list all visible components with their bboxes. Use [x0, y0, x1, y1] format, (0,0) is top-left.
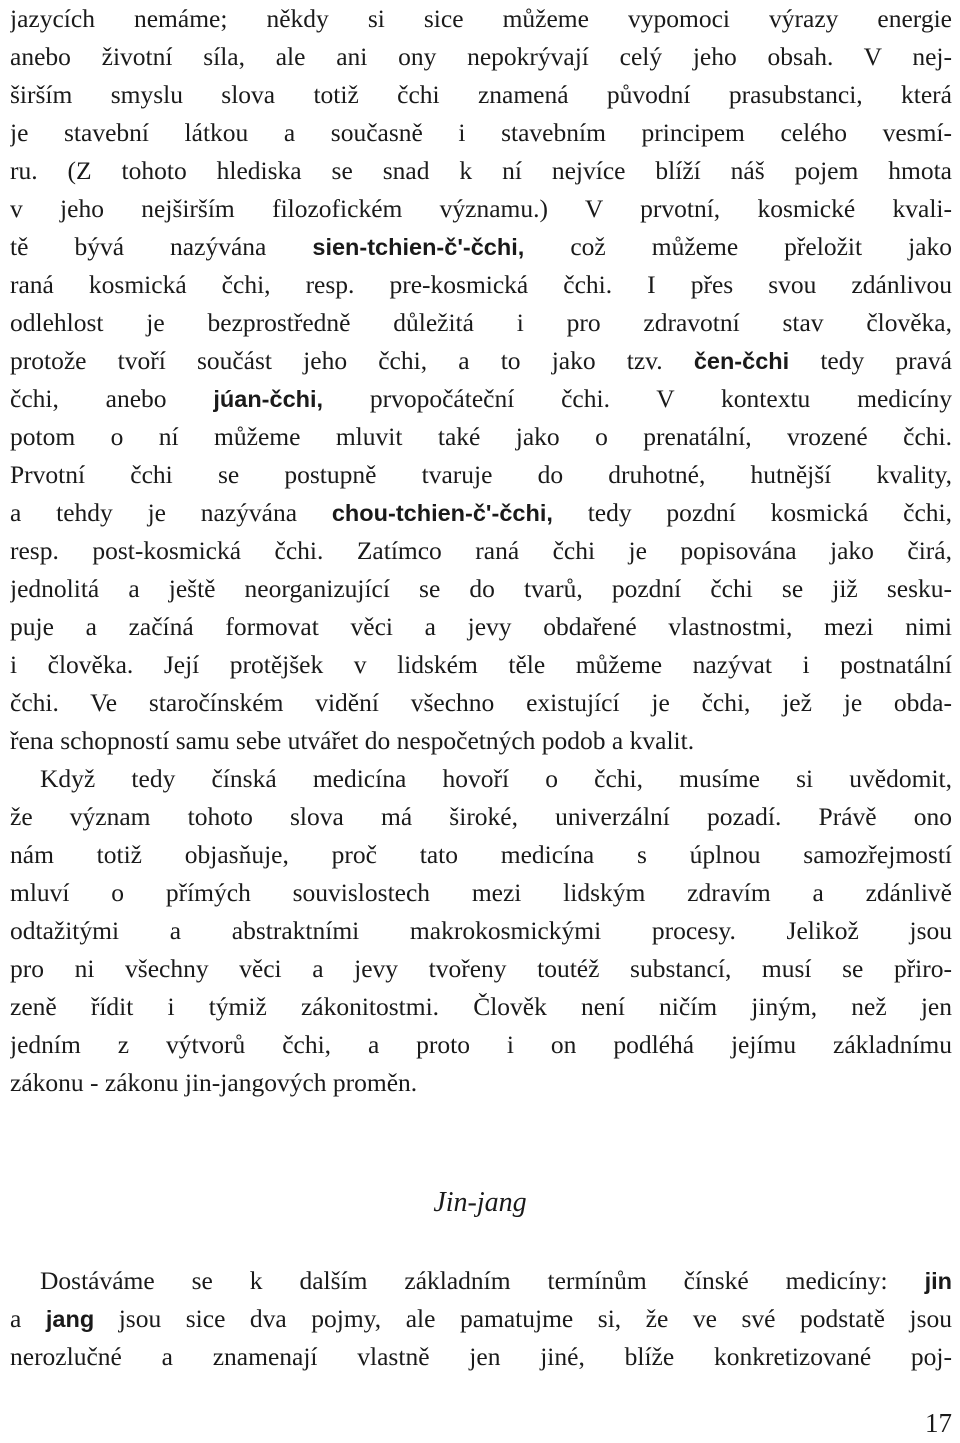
text-line: je stavební látkou a současně i stavebním principem celého vesmí- [10, 118, 952, 147]
term-bold: sien-tchien-č'-čchi, [312, 234, 525, 260]
text-line: širším smyslu slova totiž čchi znamená původní prasubstanci, která [10, 80, 952, 109]
text-line: Dostáváme se k dalším základním termínům čínské medicíny: jin [40, 1266, 952, 1295]
term-bold: chou-tchien-č'-čchi, [331, 500, 553, 526]
text-line: zákonu - zákonu jin-jangových proměn. [10, 1068, 418, 1097]
text-line: čchi, anebo júan-čchi, prvopočáteční čchi. V kontextu medicíny [10, 384, 952, 413]
term-bold: čen-čchi [693, 348, 790, 374]
text-line: raná kosmická čchi, resp. pre-kosmická čchi. I přes svou zdánlivou [10, 270, 952, 299]
text-line: anebo životní síla, ale ani ony nepokrývají celý jeho obsah. V nej- [10, 42, 952, 71]
text-line: ru. (Z tohoto hlediska se snad k ní nejvíce blíží náš pojem hmota [10, 156, 952, 185]
term-bold: júan-čchi, [213, 386, 324, 412]
text-line: jedním z výtvorů čchi, a proto i on podléhá jejímu základnímu [10, 1030, 952, 1059]
text-line: pro ni všechny věci a jevy tvořeny toutéž substancí, musí se přiro- [10, 954, 952, 983]
text-line: mluví o přímých souvislostech mezi lidským zdravím a zdánlivě [10, 878, 952, 907]
text-line: Když tedy čínská medicína hovoří o čchi, musíme si uvědomit, [40, 764, 952, 793]
text-line: řena schopností samu sebe utvářet do nespočetných podob a kvalit. [10, 726, 695, 755]
text-line: potom o ní můžeme mluvit také jako o prenatální, vrozené čchi. [10, 422, 952, 451]
text-line: nám totiž objasňuje, proč tato medicína s úplnou samozřejmostí [10, 840, 952, 869]
text-line: čchi. Ve staročínském vidění všechno existující je čchi, jež je obda- [10, 688, 952, 717]
text-line: i člověka. Její protějšek v lidském těle můžeme nazývat i postnatální [10, 650, 952, 679]
text-line: odtažitými a abstraktními makrokosmickými procesy. Jelikož jsou [10, 916, 952, 945]
text-line: Prvotní čchi se postupně tvaruje do druhotné, hutnější kvality, [10, 460, 952, 489]
text-line: a jang jsou sice dva pojmy, ale pamatujme si, že ve své podstatě jsou [10, 1304, 952, 1333]
text-line: odlehlost je bezprostředně důležitá i pro zdravotní stav člověka, [10, 308, 952, 337]
text-line: nerozlučné a znamenají vlastně jen jiné, blíže konkretizované poj- [10, 1342, 952, 1371]
text-line: tě bývá nazývána sien-tchien-č'-čchi, což můžeme přeložit jako [10, 232, 952, 261]
term-bold: jang [45, 1306, 95, 1332]
page-number: 17 [925, 1408, 952, 1438]
text-line: puje a začíná formovat věci a jevy obdařené vlastnostmi, mezi nimi [10, 612, 952, 641]
section-heading: Jin-jang [433, 1187, 527, 1218]
text-line: jazycích nemáme; někdy si sice můžeme vypomoci výrazy energie [10, 4, 952, 33]
text-line: a tehdy je nazývána chou-tchien-č'-čchi, tedy pozdní kosmická čchi, [10, 498, 952, 527]
text-line: že význam tohoto slova má široké, univerzální pozadí. Právě ono [10, 802, 952, 831]
term-bold: jin [924, 1268, 952, 1294]
text-line: v jeho nejširším filozofickém významu.) V prvotní, kosmické kvali- [10, 194, 952, 223]
text-line: protože tvoří součást jeho čchi, a to jako tzv. čen-čchi tedy pravá [10, 346, 952, 375]
text-line: zeně řídit i týmiž zákonitostmi. Člověk není ničím jiným, než jen [10, 992, 952, 1021]
text-line: resp. post-kosmická čchi. Zatímco raná čchi je popisována jako čirá, [10, 536, 952, 565]
text-line: jednolitá a ještě neorganizující se do tvarů, pozdní čchi se již sesku- [10, 574, 952, 603]
